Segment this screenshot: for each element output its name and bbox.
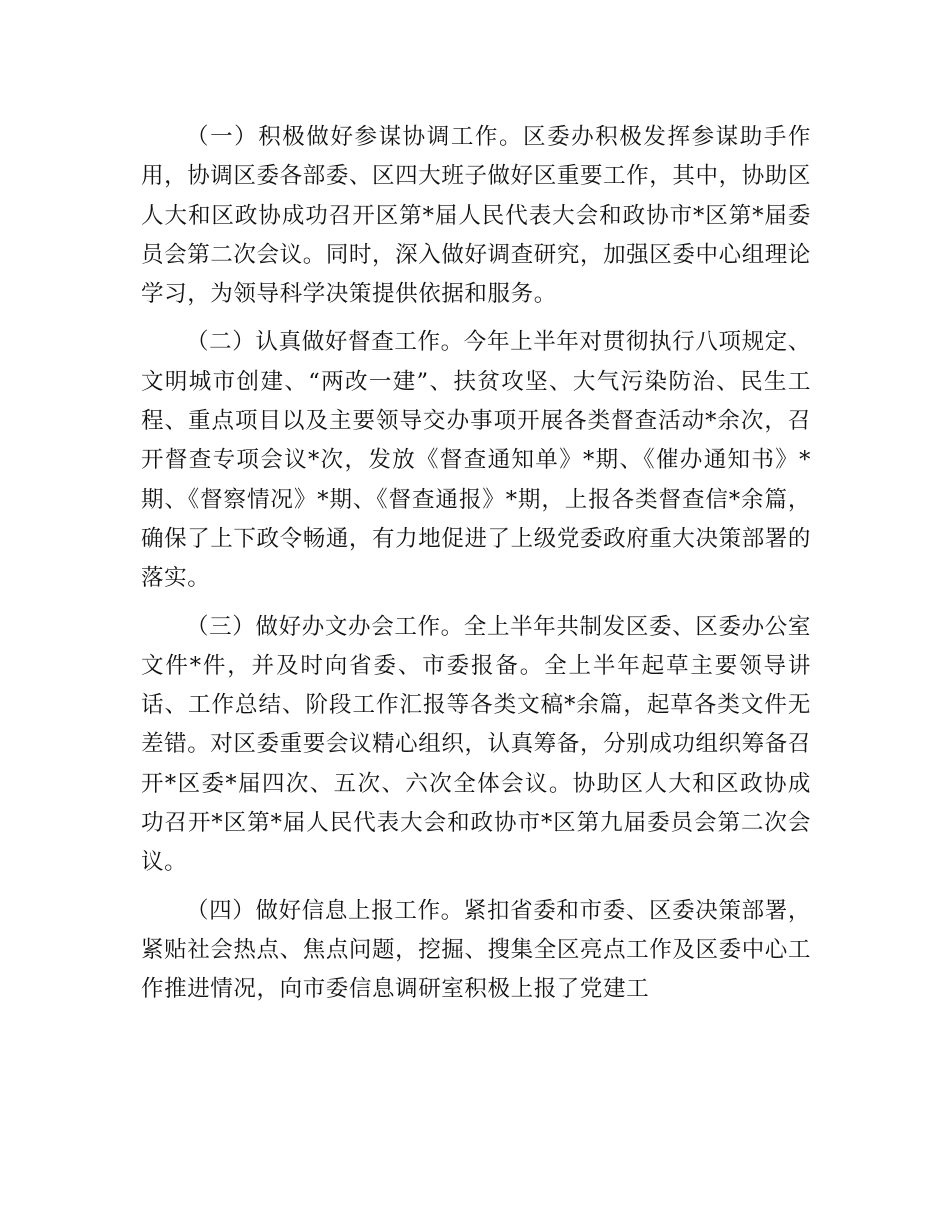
paragraph-1: （一）积极做好参谋协调工作。区委办积极发挥参谋助手作用，协调区委各部委、区四大班子做好区重要工作，其中，协助区人大和区政协成功召开区第*届人民代表大会和政协市*区第*届委员会第二次会议。同时，深入做好调查研究，加强区委中心组理论学习，为领导科学决策提供依据和服务。 [141,124,811,308]
paragraph-3: （三）做好办文办会工作。全上半年共制发区委、区委办公室文件*件，并及时向省委、市委报备。全上半年起草主要领导讲话、工作总结、阶段工作汇报等各类文稿*余篇，起草各类文件无差错。对区委重要会议精心组织，认真筹备，分别成功组织筹备召开*区委*届四次、五次、六次全体会议。协助区人大和区政协成功召开*区第*届人民代表大会和政协市*区第九届委员会第二次会议。 [141,613,811,876]
document-body [141,118,811,1019]
paragraph-2: （二）认真做好督查工作。今年上半年对贯彻执行八项规定、文明城市创建、“两改一建”、扶贫攻坚、大气污染防治、民生工程、重点项目以及主要领导交办事项开展各类督查活动*余次，召开督查专项会议*次，发放《督查通知单》*期、《催办通知书》*期、《督察情况》*期、《督查通报》*期，上报各类督查信*余篇，确保了上下政令畅通，有力地促进了上级党委政府重大决策部署的落实。 [141,329,811,592]
paragraph-4: （四）做好信息上报工作。紧扣省委和市委、区委决策部署，紧贴社会热点、焦点问题，挖掘、搜集全区亮点工作及区委中心工作推进情况，向市委信息调研室积极上报了党建工 [141,897,811,1003]
